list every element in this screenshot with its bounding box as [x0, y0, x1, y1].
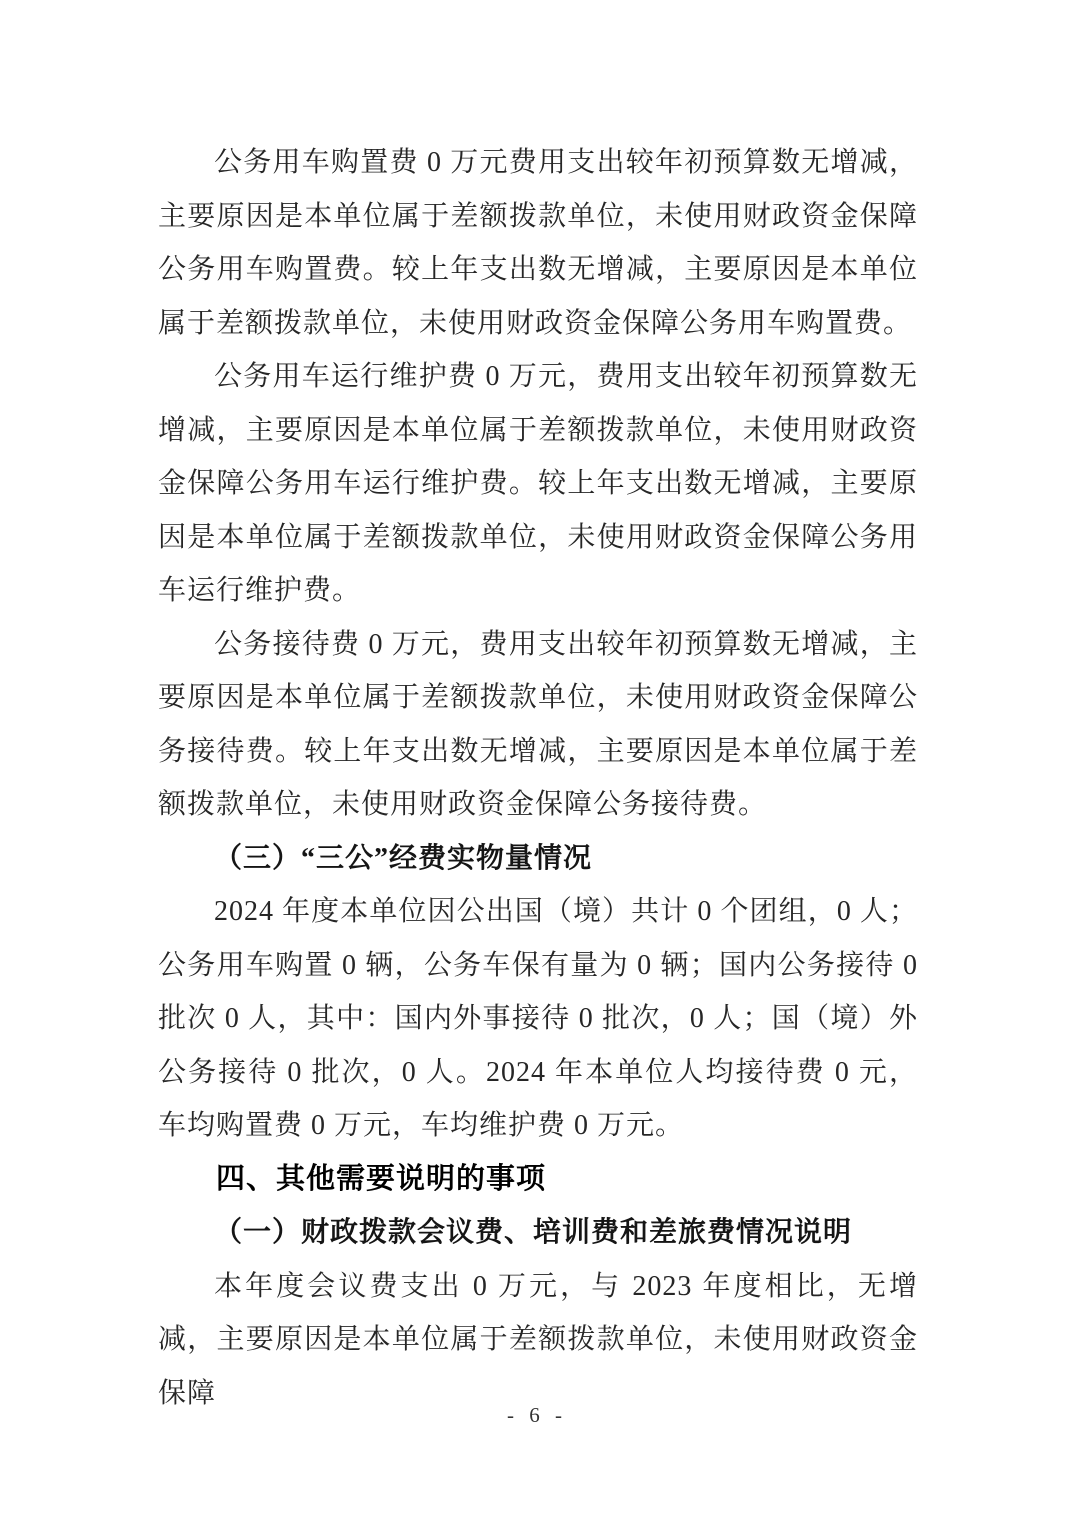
paragraph-meeting-fee: 本年度会议费支出 0 万元，与 2023 年度相比，无增减，主要原因是本单位属于差额拨款单位，未使用财政资金保障	[158, 1270, 918, 1409]
paragraph-official-reception-fee: 公务接待费 0 万元，费用支出较年初预算数无增减，主要原因是本单位属于差额拨款单位，未使用财政资金保障公务接待费。较上年支出数无增减，主要原因是本单位属于差额拨款单位，未使用财政资金保障公务接待费。	[158, 628, 918, 820]
paragraph-vehicle-operation-maintenance-fee: 公务用车运行维护费 0 万元，费用支出较年初预算数无增减，主要原因是本单位属于差额拨款单位，未使用财政资金保障公务用车运行维护费。较上年支出数无增减，主要原因是本单位属于差额拨款单位，未使用财政资金保障公务用车运行维护费。	[158, 361, 918, 606]
heading-three-public-expenses-physical-quantity: （三）“三公”经费实物量情况	[214, 842, 593, 874]
paragraph-physical-quantity-details: 2024 年度本单位因公出国（境）共计 0 个团组，0 人；公务用车购置 0 辆，公务车保有量为 0 辆；国内公务接待 0 批次 0 人，其中：国内外事接待 0 批次，0 人；国（境）外公务接待 0 批次，0 人。2024 年本单位人均接待费 0 元，车均购置费 0 万元，车均维护费 0 万元。	[158, 896, 918, 1141]
paragraph-official-vehicle-purchase-fee: 公务用车购置费 0 万元费用支出较年初预算数无增减，主要原因是本单位属于差额拨款单位，未使用财政资金保障公务用车购置费。较上年支出数无增减，主要原因是本单位属于差额拨款单位，未使用财政资金保障公务用车购置费。	[158, 147, 918, 339]
heading-other-matters: 四、其他需要说明的事项	[216, 1162, 547, 1195]
page-number: - 6 -	[507, 1403, 567, 1427]
heading-meeting-training-travel-fees: （一）财政拨款会议费、培训费和差旅费情况说明	[214, 1217, 853, 1248]
document-body	[158, 136, 918, 1420]
